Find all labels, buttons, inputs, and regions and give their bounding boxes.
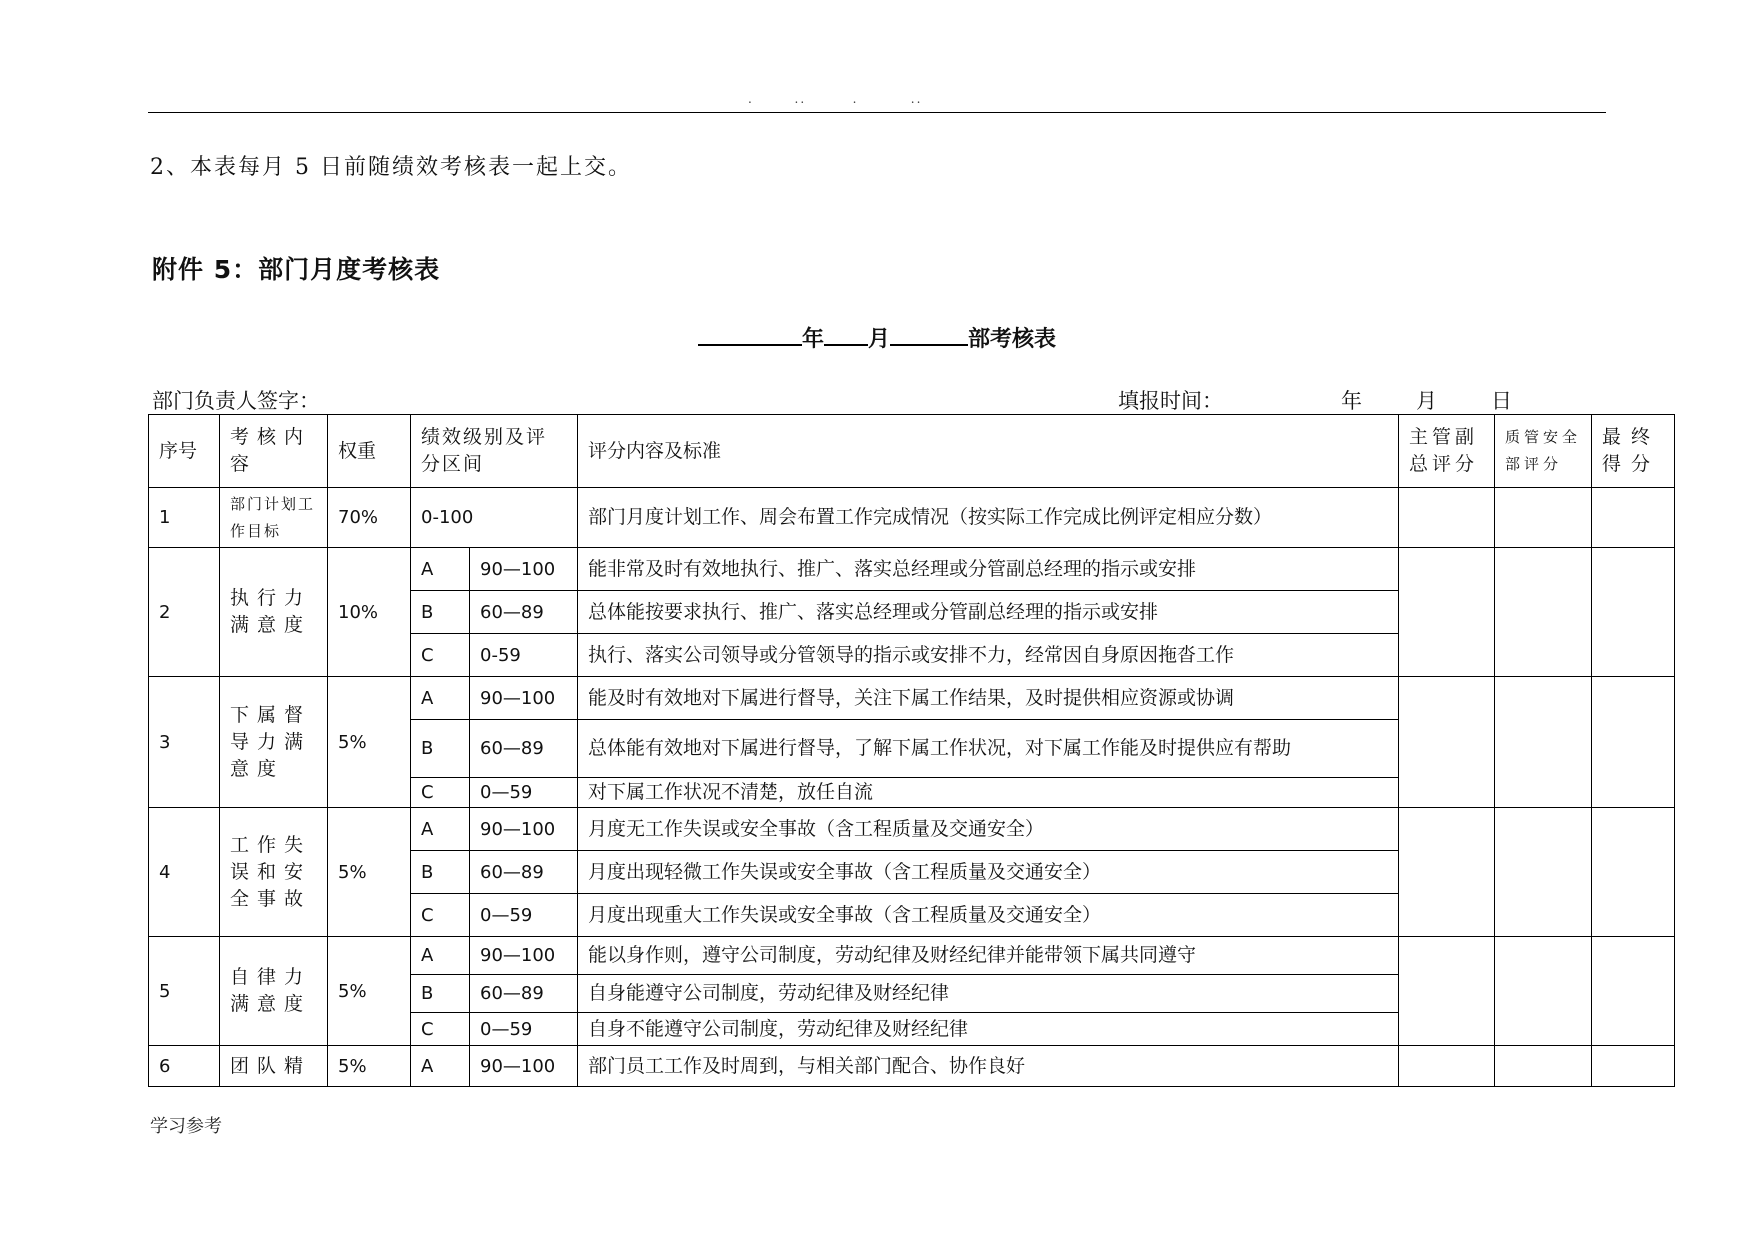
- level-range: 90—100: [470, 548, 578, 591]
- fill-time-month: 月: [1416, 389, 1437, 413]
- row-no: 4: [149, 808, 220, 937]
- row-weight: 70%: [328, 488, 411, 548]
- row-content: 工作失误和安全事故: [220, 808, 328, 937]
- quality-score-cell[interactable]: [1495, 488, 1592, 548]
- final-score-cell[interactable]: [1592, 488, 1675, 548]
- header-final: 最终得分: [1592, 415, 1675, 488]
- header-rule: [148, 112, 1606, 113]
- final-score-cell[interactable]: [1592, 677, 1675, 808]
- row-weight: 5%: [328, 937, 411, 1046]
- level-criteria: 能非常及时有效地执行、推广、落实总经理或分管副总经理的指示或安排: [578, 548, 1399, 591]
- level-grade: A: [411, 808, 470, 851]
- row-criteria: 部门月度计划工作、周会布置工作完成情况（按实际工作完成比例评定相应分数）: [578, 488, 1399, 548]
- level-grade: B: [411, 591, 470, 634]
- level-grade: B: [411, 720, 470, 778]
- level-range: 90—100: [470, 1046, 578, 1087]
- signer-label: 部门负责人签字：: [152, 389, 320, 413]
- level-criteria: 对下属工作状况不清楚，放任自流: [578, 778, 1399, 808]
- header-weight: 权重: [328, 415, 411, 488]
- level-criteria: 执行、落实公司领导或分管领导的指示或安排不力，经常因自身原因拖沓工作: [578, 634, 1399, 677]
- row-no: 6: [149, 1046, 220, 1087]
- dept-blank[interactable]: [890, 326, 968, 346]
- level-range: 0—59: [470, 894, 578, 937]
- form-title: [0, 322, 1754, 353]
- level-criteria: 能以身作则，遵守公司制度，劳动纪律及财经纪律并能带领下属共同遵守: [578, 937, 1399, 975]
- level-grade: A: [411, 1046, 470, 1087]
- table-row: [149, 808, 1675, 851]
- table-header-row: [149, 415, 1675, 488]
- header-deputy: 主管副总评分: [1399, 415, 1495, 488]
- level-grade: A: [411, 677, 470, 720]
- deputy-score-cell[interactable]: [1399, 548, 1495, 677]
- level-criteria: 总体能按要求执行、推广、落实总经理或分管副总经理的指示或安排: [578, 591, 1399, 634]
- header-criteria: 评分内容及标准: [578, 415, 1399, 488]
- header-level: 绩效级别及评分区间: [411, 415, 578, 488]
- row-range: 0-100: [411, 488, 578, 548]
- row-no: 3: [149, 677, 220, 808]
- final-score-cell[interactable]: [1592, 548, 1675, 677]
- submission-note: 2、本表每月 5 日前随绩效考核表一起上交。: [150, 155, 632, 180]
- level-grade: C: [411, 634, 470, 677]
- level-range: 60—89: [470, 591, 578, 634]
- month-blank[interactable]: [824, 326, 868, 346]
- quality-score-cell[interactable]: [1495, 677, 1592, 808]
- fill-time-year: 年: [1341, 389, 1362, 413]
- row-no: 2: [149, 548, 220, 677]
- level-criteria: 自身能遵守公司制度，劳动纪律及财经纪律: [578, 975, 1399, 1013]
- level-criteria: 总体能有效地对下属进行督导，了解下属工作状况，对下属工作能及时提供应有帮助: [578, 720, 1399, 778]
- level-criteria: 月度出现重大工作失误或安全事故（含工程质量及交通安全）: [578, 894, 1399, 937]
- fill-time-day: 日: [1491, 389, 1512, 413]
- row-weight: 10%: [328, 548, 411, 677]
- level-criteria: 月度无工作失误或安全事故（含工程质量及交通安全）: [578, 808, 1399, 851]
- final-score-cell[interactable]: [1592, 808, 1675, 937]
- row-content: 下属督导力满意度: [220, 677, 328, 808]
- header-no: 序号: [149, 415, 220, 488]
- level-range: 0—59: [470, 1013, 578, 1046]
- header-dots: . .. . ..: [748, 92, 923, 106]
- level-range: 60—89: [470, 851, 578, 894]
- row-content: 执行力满意度: [220, 548, 328, 677]
- quality-score-cell[interactable]: [1495, 548, 1592, 677]
- level-grade: B: [411, 851, 470, 894]
- footer-text: 学习参考: [150, 1116, 222, 1137]
- quality-score-cell[interactable]: [1495, 1046, 1592, 1087]
- table-row: [149, 488, 1675, 548]
- row-content: 部门计划工作目标: [220, 488, 328, 548]
- level-criteria: 月度出现轻微工作失误或安全事故（含工程质量及交通安全）: [578, 851, 1399, 894]
- row-no: 5: [149, 937, 220, 1046]
- row-weight: 5%: [328, 1046, 411, 1087]
- deputy-score-cell[interactable]: [1399, 808, 1495, 937]
- level-grade: C: [411, 778, 470, 808]
- final-score-cell[interactable]: [1592, 1046, 1675, 1087]
- deputy-score-cell[interactable]: [1399, 488, 1495, 548]
- assessment-table: [148, 414, 1675, 1087]
- deputy-score-cell[interactable]: [1399, 1046, 1495, 1087]
- level-range: 90—100: [470, 677, 578, 720]
- row-weight: 5%: [328, 677, 411, 808]
- table-row: [149, 937, 1675, 975]
- level-range: 0—59: [470, 778, 578, 808]
- level-grade: A: [411, 937, 470, 975]
- form-title-year: 年: [801, 327, 824, 352]
- level-grade: C: [411, 1013, 470, 1046]
- row-no: 1: [149, 488, 220, 548]
- level-criteria: 能及时有效地对下属进行督导，关注下属工作结果，及时提供相应资源或协调: [578, 677, 1399, 720]
- form-title-month: 月: [867, 327, 890, 352]
- level-grade: B: [411, 975, 470, 1013]
- year-blank[interactable]: [698, 326, 802, 346]
- quality-score-cell[interactable]: [1495, 937, 1592, 1046]
- level-range: 90—100: [470, 808, 578, 851]
- deputy-score-cell[interactable]: [1399, 677, 1495, 808]
- level-range: 60—89: [470, 975, 578, 1013]
- table-row: [149, 1046, 1675, 1087]
- level-range: 60—89: [470, 720, 578, 778]
- attachment-title: 附件 5：部门月度考核表: [152, 255, 441, 284]
- quality-score-cell[interactable]: [1495, 808, 1592, 937]
- deputy-score-cell[interactable]: [1399, 937, 1495, 1046]
- level-grade: A: [411, 548, 470, 591]
- fill-time: [1118, 385, 1512, 415]
- final-score-cell[interactable]: [1592, 937, 1675, 1046]
- table-row: [149, 548, 1675, 591]
- header-quality: 质管安全部评分: [1495, 415, 1592, 488]
- level-grade: C: [411, 894, 470, 937]
- level-range: 0-59: [470, 634, 578, 677]
- level-criteria: 自身不能遵守公司制度，劳动纪律及财经纪律: [578, 1013, 1399, 1046]
- row-content: 团队精: [220, 1046, 328, 1087]
- row-weight: 5%: [328, 808, 411, 937]
- form-title-dept: 部考核表: [968, 327, 1057, 352]
- level-range: 90—100: [470, 937, 578, 975]
- table-row: [149, 677, 1675, 720]
- level-criteria: 部门员工工作及时周到，与相关部门配合、协作良好: [578, 1046, 1399, 1087]
- header-content: 考核内容: [220, 415, 328, 488]
- row-content: 自律力满意度: [220, 937, 328, 1046]
- fill-time-label: 填报时间：: [1118, 389, 1223, 413]
